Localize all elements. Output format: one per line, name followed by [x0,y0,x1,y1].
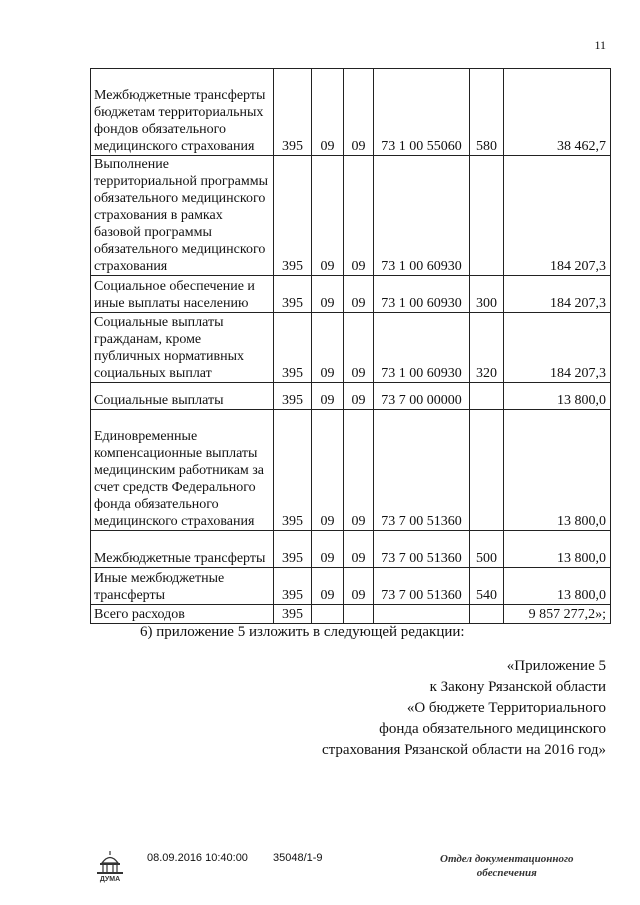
row-rz: 09 [312,69,344,156]
row-ved: 395 [274,531,312,568]
table-row [91,69,611,156]
row-name: Иные межбюджетные трансферты [91,568,274,605]
row-vr: 500 [470,531,504,568]
row-csr: 73 1 00 60930 [374,156,470,276]
table-row-total [91,605,611,624]
row-sum: 13 800,0 [504,410,611,531]
table-row [91,156,611,276]
row-pr: 09 [344,410,374,531]
footer-doc-number: 35048/1-9 [273,852,323,864]
row-rz [312,605,344,624]
row-rz: 09 [312,383,344,410]
row-ved: 395 [274,313,312,383]
row-pr: 09 [344,276,374,313]
row-ved: 395 [274,276,312,313]
row-pr [344,605,374,624]
row-vr: 580 [470,69,504,156]
row-name: Социальные выплаты [91,383,274,410]
row-name: Всего расходов [91,605,274,624]
row-sum: 184 207,3 [504,276,611,313]
row-pr: 09 [344,313,374,383]
instruction-text: 6) приложение 5 изложить в следующей редакции: [140,624,465,640]
appendix-header [322,656,606,761]
row-csr: 73 7 00 00000 [374,383,470,410]
department-stamp [440,852,574,880]
row-rz: 09 [312,568,344,605]
row-sum: 184 207,3 [504,156,611,276]
row-sum: 13 800,0 [504,383,611,410]
stamp-line: обеспечения [476,867,537,879]
row-pr: 09 [344,568,374,605]
duma-emblem-icon [94,849,126,888]
row-csr: 73 7 00 51360 [374,568,470,605]
row-vr [470,156,504,276]
row-ved: 395 [274,410,312,531]
row-vr: 320 [470,313,504,383]
row-ved: 395 [274,605,312,624]
row-name: Межбюджетные трансферты бюджетам территориальных фондов обязательного медицинского страхования [91,69,274,156]
stamp-line: Отдел документационного [440,853,574,865]
row-rz: 09 [312,410,344,531]
row-vr [470,605,504,624]
row-csr: 73 1 00 55060 [374,69,470,156]
row-pr: 09 [344,383,374,410]
row-ved: 395 [274,156,312,276]
row-sum: 184 207,3 [504,313,611,383]
table-row [91,568,611,605]
appendix-line: фонда обязательного медицинского [379,721,606,737]
table-row [91,531,611,568]
row-ved: 395 [274,383,312,410]
row-rz: 09 [312,531,344,568]
footer-timestamp: 08.09.2016 10:40:00 [147,852,248,864]
row-csr: 73 1 00 60930 [374,276,470,313]
row-pr: 09 [344,156,374,276]
table-row [91,410,611,531]
row-pr: 09 [344,69,374,156]
row-pr: 09 [344,531,374,568]
row-name: Социальные выплаты гражданам, кроме публичных нормативных социальных выплат [91,313,274,383]
appendix-line: «Приложение 5 [506,658,606,674]
appendix-line: к Закону Рязанской области [429,679,606,695]
row-vr [470,383,504,410]
row-rz: 09 [312,156,344,276]
row-rz: 09 [312,313,344,383]
row-sum: 9 857 277,2»; [504,605,611,624]
page-number: 11 [594,38,606,52]
row-ved: 395 [274,568,312,605]
table-row [91,313,611,383]
row-ved: 395 [274,69,312,156]
row-name: Социальное обеспечение и иные выплаты населению [91,276,274,313]
row-csr [374,605,470,624]
row-name: Межбюджетные трансферты [91,531,274,568]
appendix-line: страхования Рязанской области на 2016 год» [321,742,606,758]
row-sum: 38 462,7 [504,69,611,156]
row-csr: 73 7 00 51360 [374,531,470,568]
row-csr: 73 7 00 51360 [374,410,470,531]
row-name: Выполнение территориальной программы обязательного медицинского страхования в рамках базовой программы обязательного медицинского страхования [91,156,274,276]
row-csr: 73 1 00 60930 [374,313,470,383]
table-row [91,276,611,313]
row-vr [470,410,504,531]
expenditure-table [90,68,611,624]
row-sum: 13 800,0 [504,531,611,568]
row-vr: 300 [470,276,504,313]
row-name: Единовременные компенсационные выплаты медицинским работникам за счет средств Федерального фонда обязательного медицинского страхования [91,410,274,531]
emblem-text: ДУМА [99,876,121,883]
row-rz: 09 [312,276,344,313]
row-sum: 13 800,0 [504,568,611,605]
row-vr: 540 [470,568,504,605]
table-row [91,383,611,410]
appendix-line: «О бюджете Территориального [406,700,606,716]
